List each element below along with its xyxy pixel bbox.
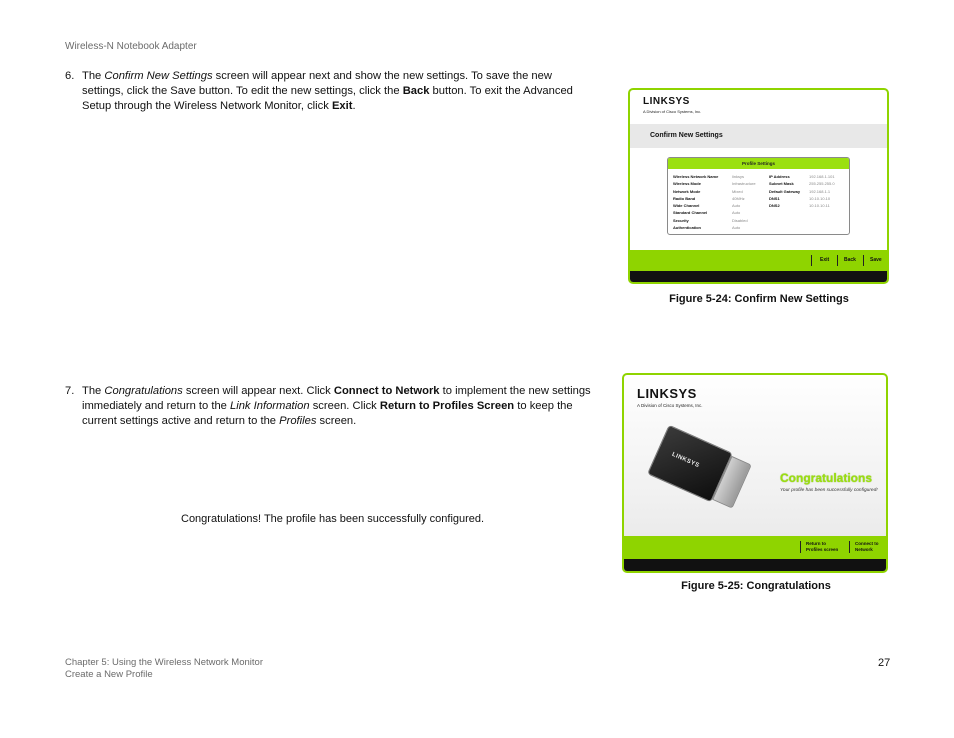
confirm-settings-screenshot [628,88,889,284]
button-label-line: Connect to [855,541,879,546]
text-run-italic: Link Information [230,400,310,412]
setting-value: 255.255.255.0 [809,181,835,187]
text-run-bold: Connect to Network [333,385,440,397]
button-bar [624,536,886,559]
text-run: screen will appear next and show the new settings. To save the new settings, click the Save button. To edit the new settings, click the [82,70,552,97]
settings-row [673,202,848,209]
setting-label: Default Gateway [769,188,801,194]
button-separator [849,541,850,553]
button-bar [630,250,887,271]
figure-caption: Figure 5-24: Confirm New Settings [669,293,849,305]
settings-row [673,180,848,187]
congratulations-note: Congratulations! The profile has been successfully configured. [181,513,485,525]
logo-subtitle: A Division of Cisco Systems, Inc. [643,109,702,114]
setting-label: Wide Channel [673,203,700,209]
button-label-line: Network [855,546,873,552]
setting-value: linksys [732,174,745,179]
setting-label: IP Address [769,174,790,179]
setting-value: Mixed [732,188,743,194]
settings-row [673,209,848,216]
button-separator [837,255,838,266]
text-run: The [82,70,105,82]
setting-label: Standard Channel [673,210,708,216]
text-run-italic: Congratulations [104,385,183,397]
footer-bar [630,271,887,282]
text-run: screen will appear next. Click [182,385,334,397]
page-number: 27 [878,657,891,669]
setting-value: 10.10.10.10 [809,195,831,201]
settings-list [673,173,848,231]
setting-value: Auto [732,225,741,231]
button-separator [811,255,812,266]
text-run: button. To exit the Advanced Setup through the Wireless Network Monitor, click [82,85,573,112]
linksys-logo: LINKSYS [637,386,697,401]
text-run: screen. [316,415,357,427]
title-band [630,124,887,148]
button-label-line: Profiles screen [806,546,839,552]
logo-subtitle: A Division of Cisco Systems, Inc. [637,403,703,408]
button-separator [800,541,801,553]
setting-value: Auto [732,210,741,216]
setting-label: Subnet Mask [769,181,794,187]
setting-label: Radio Band [673,195,696,201]
text-run-bold: Back [402,85,430,97]
setting-label: Network Mode [673,188,701,194]
congratulations-heading: Congratulations [780,471,872,485]
setting-value: Infrastructure [732,181,756,187]
text-run: to keep the current settings active and return to the [82,400,573,427]
screen-title: Confirm New Settings [650,132,723,139]
settings-row [673,173,848,180]
step-7 [65,384,595,432]
setting-label: Security [673,217,689,223]
return-to-profiles-button[interactable] [806,541,846,552]
text-run-bold: Exit [331,100,353,112]
settings-row [673,217,848,224]
setting-value: Auto [732,203,741,209]
back-button[interactable]: Back [844,257,856,263]
text-run: screen. Click [309,400,380,412]
setting-value: Disabled [732,217,748,223]
notebook-adapter-card-image [647,425,753,512]
setting-label: DNS2 [769,203,780,209]
exit-button[interactable]: Exit [820,257,830,263]
footer-chapter: Chapter 5: Using the Wireless Network Monitor [65,657,263,668]
setting-label: Authentication [673,225,701,231]
setting-value: 192.168.1.101 [809,174,835,179]
button-label-line: Return to [806,541,826,546]
step-text [82,69,592,114]
text-run: to implement the new settings immediately and return to the [82,385,591,412]
linksys-logo: LINKSYS [643,96,690,107]
profile-settings-panel [667,157,850,235]
text-run: The [82,385,105,397]
setting-value: 40MHz [732,195,745,201]
card-brand-label: LINKSYS [670,451,701,470]
setting-label: Wireless Mode [673,181,701,187]
setting-value: 10.10.10.11 [809,203,830,209]
footer-bar [624,559,886,571]
text-run-bold: Return to Profiles Screen [379,400,515,412]
congratulations-screenshot [622,373,888,573]
step-text [82,384,592,429]
panel-title: Profile Settings [668,158,849,169]
settings-row [673,224,848,231]
success-message: Your profile has been successfully configured! [780,488,878,493]
setting-value: 192.168.1.1 [809,188,831,194]
step-number: 7. [65,385,75,397]
figure-caption: Figure 5-25: Congratulations [681,580,831,592]
text-run: . [352,100,356,112]
connect-to-network-button[interactable] [855,541,888,552]
settings-row [673,188,848,195]
step-number: 6. [65,70,75,82]
setting-label: DNS1 [769,195,780,201]
running-header: Wireless-N Notebook Adapter [65,41,197,52]
step-6 [65,69,595,117]
button-separator [863,255,864,266]
settings-row [673,195,848,202]
text-run-italic: Confirm New Settings [104,70,213,82]
footer-section: Create a New Profile [65,669,153,680]
setting-label: Wireless Network Name [673,174,719,179]
save-button[interactable]: Save [870,257,882,263]
text-run-italic: Profiles [279,415,317,427]
